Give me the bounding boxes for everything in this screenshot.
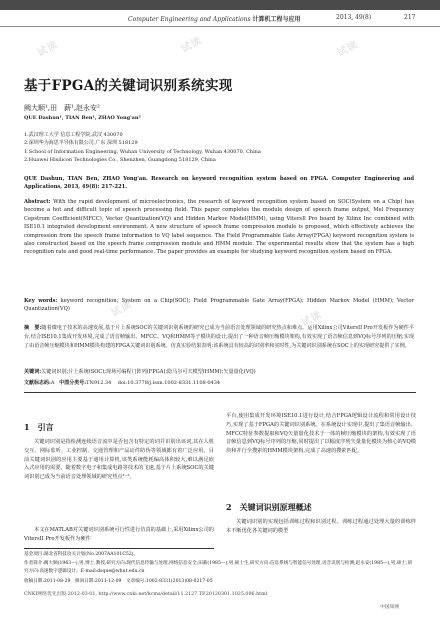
classification: 文献标志码:A 中图分类号:TN912.34 doi:10.3778/j.issn.1002-8331.1108-0434 [24, 380, 221, 386]
footnote-rule [24, 548, 214, 549]
watermark: 试读 [179, 35, 205, 56]
watermark: 试读 [299, 309, 325, 330]
abstract-cn: 摘 要:随着微电子技术的高速发展,基于片上系统SOC的关键词识别系统的研究已成为当前语音处理领域的研究热点和难点。运用Xilinx公司VitersII Pro开发板作为硬件平台,结合ISE10.1集成开发环境,完成了语音帧输出、MFCC、VQ和HMM等子模块的设计;提出了一种语音帧压缩模块架构,有效实现了语音帧信息到VQ标号序列的压缩;实现了由语音帧压缩模块和HMM模块构建的FPGA关键词识别系统。仿真实验结果表明:该系统具有较高的识别率和实时性,为关键词识别系统在SOC上的实现研究提供了实例。 [24, 325, 414, 349]
section-2-title: 2 关键词识别原理概述 [226, 502, 312, 512]
section-1-left-para-2: 本文在MATLAB对关键词识别系统可行性进行仿真的基础上,采用Xilinx公司的VitersII Pro开发板作为硬件 [24, 527, 214, 542]
watermark: 试读 [109, 299, 135, 320]
abstract-rule [24, 392, 416, 393]
section-1-title: 1 引言 [24, 422, 54, 432]
running-journal: Computer Engineering and Applications 计算机工程与应用 [128, 16, 301, 23]
running-issue: 2013, 49(8) [336, 14, 372, 21]
running-page: 217 [404, 14, 416, 21]
footnote-authors: 作者简介:阙大顺(1963—),男,博士,教授,研究方向:现代信息传输与处理,网络信息安全;田薪(1985—),男,硕士生,研究方向:信息系统与智能信号处理,语音识别与检测;赵永安(1985—),男,硕士,研究方向:高速数字逻辑设计。E-mail:dsque@whut.edu.cn [24, 561, 413, 575]
paper-title: 基于FPGA的关键词识别系统实现 [24, 78, 233, 94]
section-1-left-para-1: 关键词识别是指检测连续语音流中是否包含有特定的词并识别出该词,其在人机交互、网际监听、工业控制、交通管理和产品证件防伪等领域都有着广泛应用。目前关键词识别的应用主要基于通用计算机,该类系统能耗偏高体积较大,难以满足嵌入式应用的需要。随着数字电子和集成电路等技术的飞速,基于片上系统SOC的关键词识别已成为当前语音处理领域的研究热点¹⁻²。 [24, 439, 214, 481]
cnki-stamp: CNKI网络优先出版:2012-03-01, http://www.cnki.net/kcms/detail/11.2127.TP.20120301.1025.096.html [24, 592, 268, 597]
affiliation-en-2: 2.Huawei Hisilicon Technologies Co., Shenzhen, Guangdong 518129, China [24, 157, 216, 163]
watermark: 试读 [35, 39, 61, 60]
footnote-fund: 基金项目:湖北省科技攻关计划(No.2007AA101C52)。 [24, 552, 139, 557]
authors-cn: 阙大顺¹,田 薪¹,赵永安² [24, 104, 100, 112]
section-1-right-para: 平台,使用集成开发环境ISE10.1进行设计,结合FPGA逻辑设计流程和常用设计技巧,实现了基于FPGA的关键词识别系统。在系统设计实现中,提出了集语音帧输出、MFCC特征参数提取和VQ矢量量化技术于一体的帧压缩模块的架构,有效实现了语音帧信息到VQ标号序列的压缩,同时提出了以幅度序列矢量量化模块为核心的VQ模块和并行全搜索的HMM模块架构,完成了高速的搜索匹配。 [226, 413, 416, 455]
header-rule [0, 26, 440, 27]
footnote-dates: 收稿日期:2011-08-29 修回日期:2011-12-09 文章编号:1002-8331(2013)08-0217-05 [24, 579, 213, 584]
section-2-para: 关键词识别的实现包括训练过程和识别过程。训练过程通过处理大量的训练样本不断优化各关键词的模型 [226, 519, 416, 534]
header-bar [0, 0, 440, 10]
affiliation-cn-1: 1.武汉理工大学 信息工程学院,武汉 430070 [24, 132, 123, 138]
keywords-cn: 关键词:关键词识别;片上系统(SOC);现场可编程门阵列(FPGA);隐马尔可夫模型(HMM);矢量量化(VQ) [24, 369, 256, 375]
watermark: 试读 [335, 39, 361, 60]
abstract-en: Abstract: With the rapid development of microelectronics, the research of keyword recognition system based on SOC(System on a Chip) has become a hot and difficult topic of speech processing field. This paper completes the module design of speech frame output, Mel Frequency Cepstrum Coefficient(MFCC), Vector Quantization(VQ) and Hidden Markov Model(HMM), using VitersIl Pro board by Xilinx Inc combined with ISE10.1 integrated development environment. A new structure of speech frame compression module is proposed, which effectively achieves the compression from the speech frame information to VQ label sequence. The Field Programmable Gate Array(FPGA) keyword recognition system is also constructed based on the speech frame compression module and HMM module. The experimental results show that the system has a high recognition rate and good real-time performance. The paper provides an example for studying keyword recognition system based on FPGA. [24, 199, 414, 256]
authors-en: QUE Dashun¹, TIAN Ben¹, ZHAO Yong'an² [24, 115, 141, 121]
affiliation-cn-2: 2.深圳华为海思半导体有限公司,广东 深圳 518129 [24, 140, 138, 146]
citation: QUE Dashun, TIAN Ben, ZHAO Yong'an. Research on keyword recognition system based on FPGA. Computer Engineering and Applications, 2013, 49(8): 217-221. [24, 176, 414, 191]
affiliation-en-1: 1.School of Information Engineering, Wuhan University of Technology, Wuhan 430070, China [24, 149, 261, 155]
keywords-en: Key words: keyword recognition; System on a Chip(SOC); Field Programmable Gate Array(FPGA); Hidden Markov Model (HMM); Vector Quantization(VQ) [24, 298, 414, 313]
cnki-logo-text: 中国知网 [380, 605, 400, 610]
